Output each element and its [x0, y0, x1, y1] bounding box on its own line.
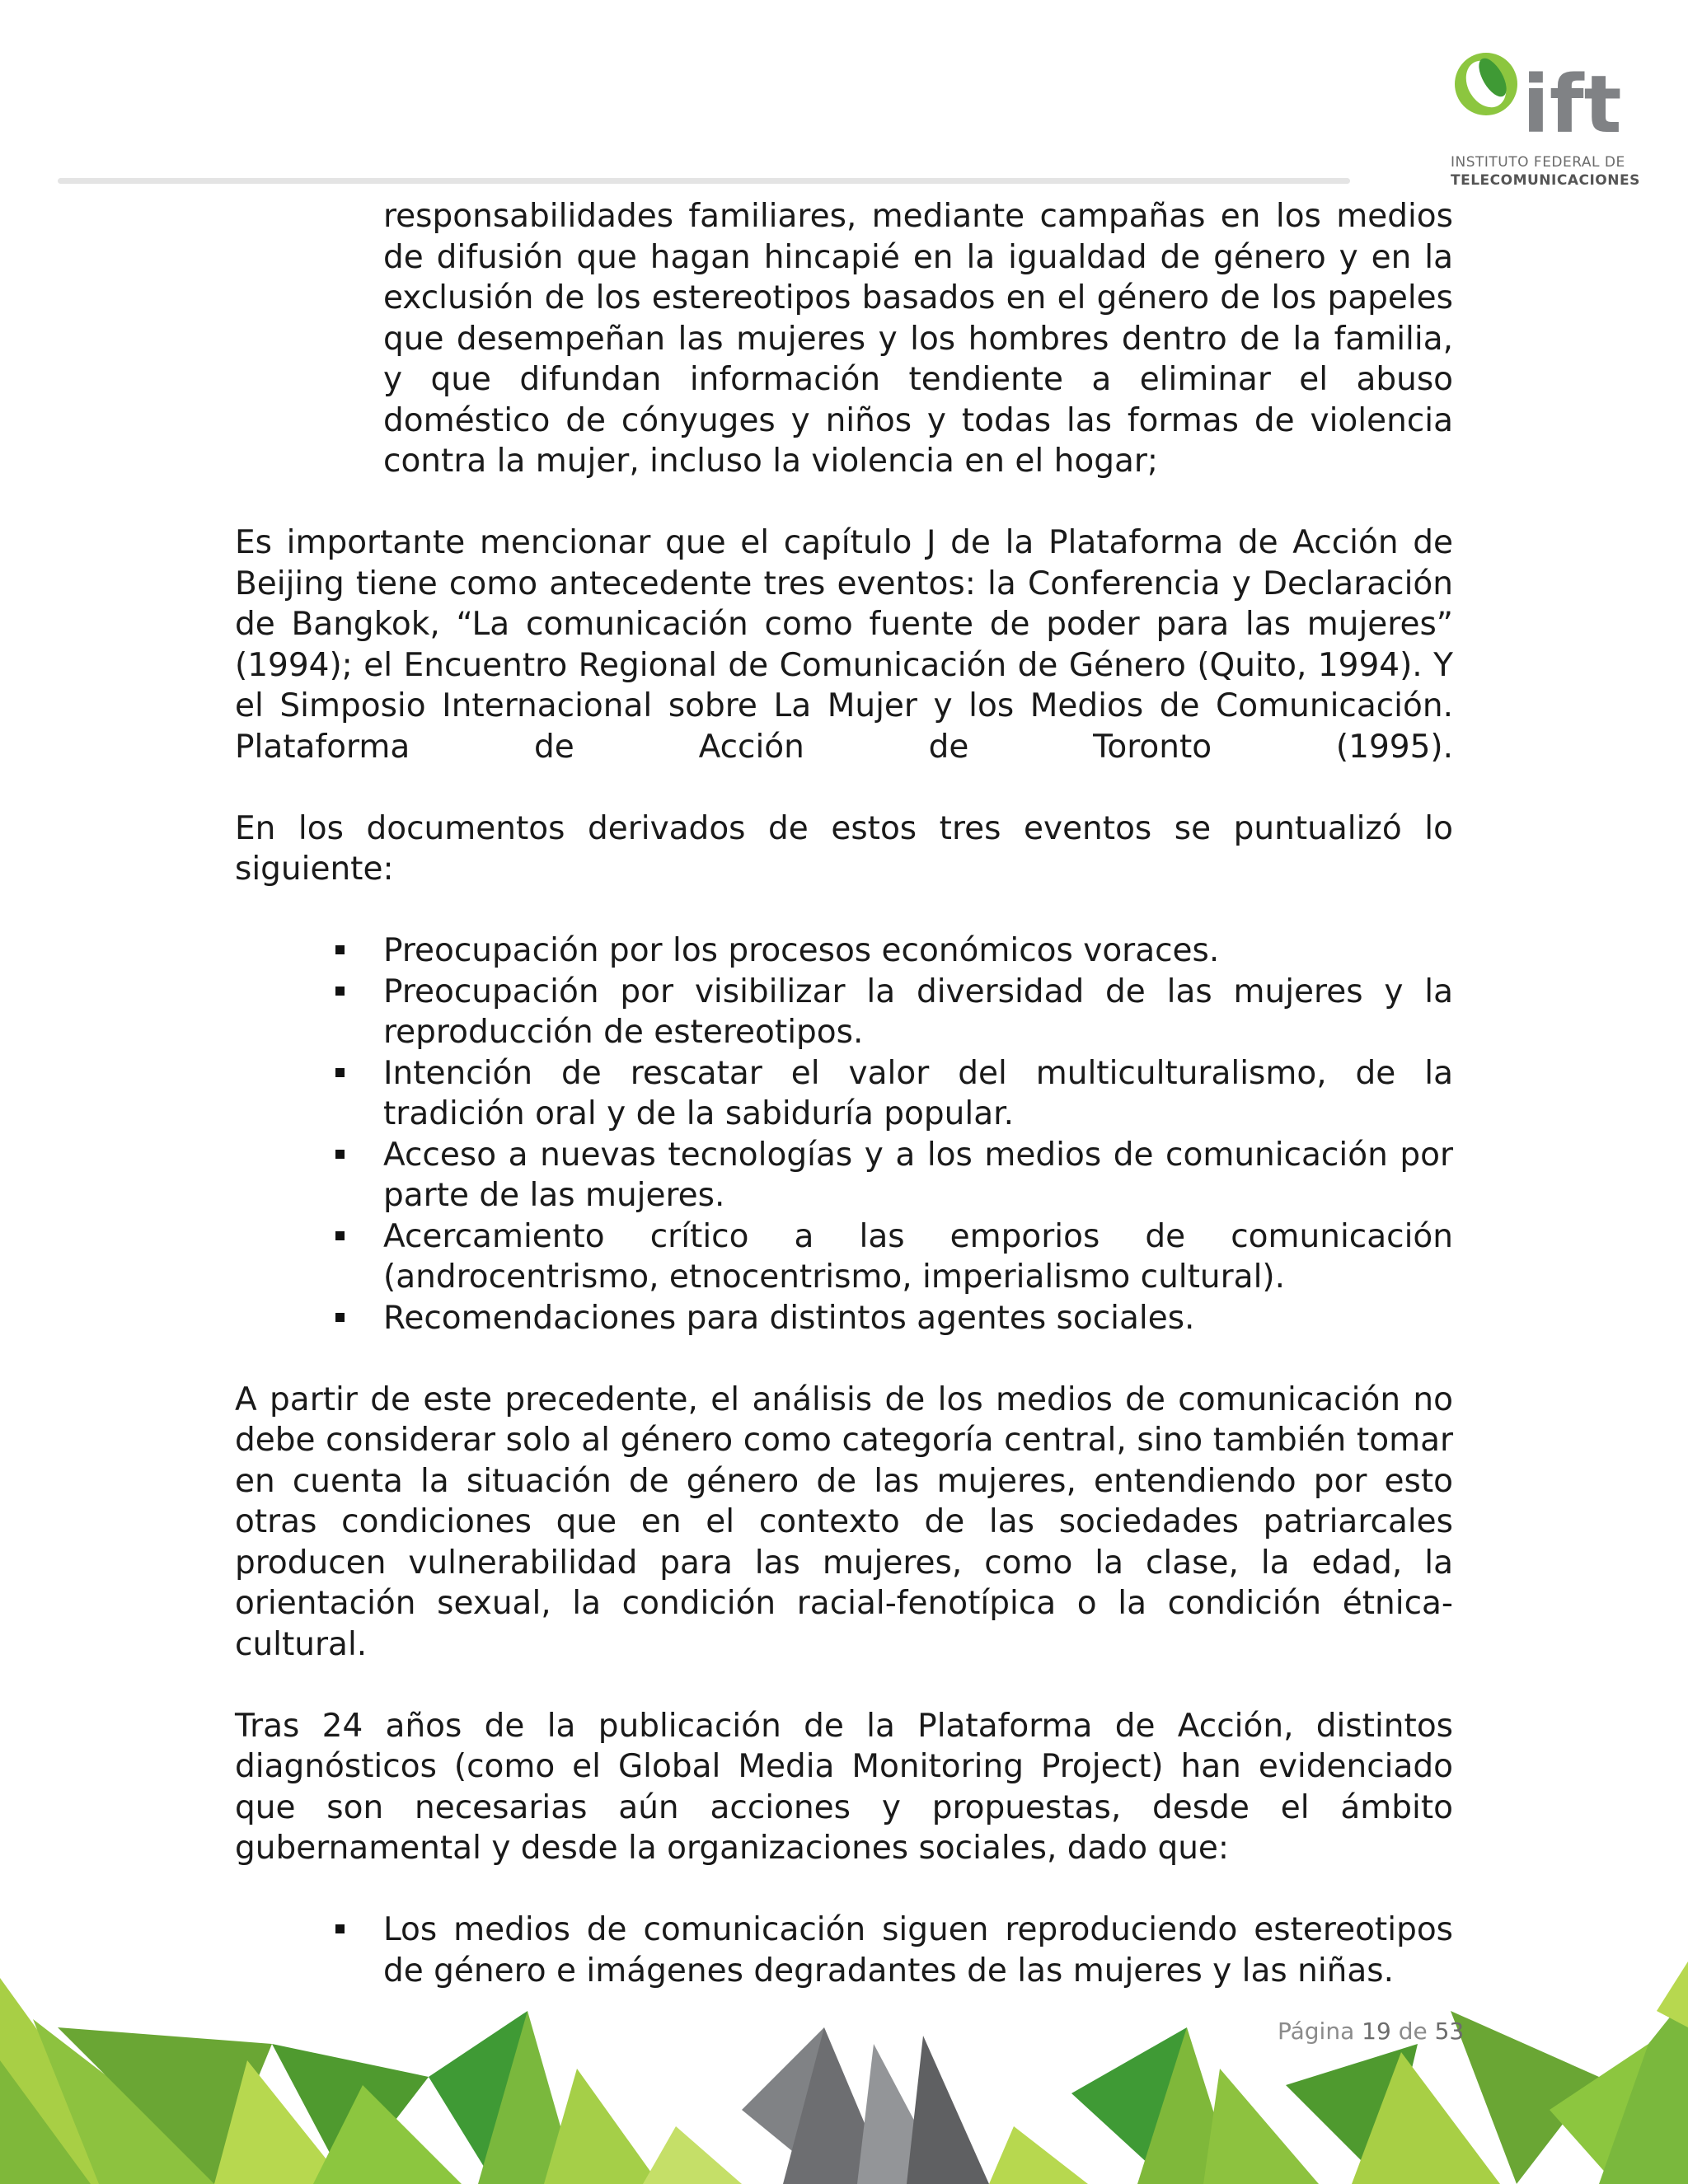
- logo-org-line1: INSTITUTO FEDERAL DE: [1451, 154, 1625, 171]
- list-item: Acceso a nuevas tecnologías y a los medios de comunicación por parte de las mujeres.: [383, 1135, 1453, 1216]
- bullet-icon: [335, 1231, 345, 1240]
- footer-decoration: [0, 1961, 1688, 2184]
- list-item: Preocupación por los procesos económicos voraces.: [383, 930, 1453, 972]
- logo-emblem-icon: [1455, 53, 1517, 115]
- page-of: de: [1398, 2018, 1428, 2045]
- paragraph-analysis: A partir de este precedente, el análisis de los medios de comunicación no debe considerar solo al género como categoría central, sino también tomar en cuenta la situación de género de las mujeres, entendiendo por esto otras condiciones que en el contexto de las sociedades patriarcales producen vulnerabilidad para las mujeres, como la clase, la edad, la orientación sexual, la condición racial-fenotípica o la condición étnica-cultural.: [235, 1380, 1453, 1663]
- bullet-icon: [335, 1150, 345, 1159]
- list-item: Recomendaciones para distintos agentes sociales.: [383, 1298, 1453, 1339]
- paragraph-documents-intro: En los documentos derivados de estos tres eventos se puntualizó lo siguiente:: [235, 809, 1453, 888]
- header-divider: [58, 178, 1350, 184]
- page-body: [235, 196, 1453, 1991]
- quote-continuation: responsabilidades familiares, mediante campañas en los medios de difusión que hagan hincapié en la igualdad de género y en la exclusión de los estereotipos basados en el género de los papeles que desempeñan las mujeres y los hombres dentro de la familia, y que difundan información tendiente a eliminar el abuso doméstico de cónyuges y niños y todas las formas de violencia contra la mujer, incluso la violencia en el hogar;: [383, 198, 1453, 480]
- page-current: 19: [1362, 2018, 1391, 2045]
- logo-org-line2: TELECOMUNICACIONES: [1451, 172, 1640, 189]
- page-label: Página: [1278, 2018, 1355, 2045]
- page-total: 53: [1434, 2018, 1465, 2045]
- paragraph-diagnostics: Tras 24 años de la publicación de la Plataforma de Acción, distintos diagnósticos (como el Global Media Monitoring Project) han evidenciado que son necesarias aún acciones y propuestas, desde el ámbito gubernamental y desde la organizaciones sociales, dado que:: [235, 1707, 1453, 1867]
- paragraph-chapter-j: Es importante mencionar que el capítulo J de la Plataforma de Acción de Beijing tiene como antecedente tres eventos: la Conferencia y Declaración de Bangkok, “La comunicación como fuente de poder para las mujeres” (1994); el Encuentro Regional de Comunicación de Género (Quito, 1994). Y el Simposio Internacional sobre La Mujer y los Medios de Comunicación. Plataforma de Acción de Toronto (1995).: [235, 524, 1453, 766]
- bullet-icon: [335, 945, 345, 954]
- bullet-list-events: [235, 930, 1453, 1338]
- bullet-icon: [335, 1313, 345, 1322]
- list-item: Acercamiento crítico a las emporios de comunicación (androcentrismo, etnocentrismo, imperialismo cultural).: [383, 1216, 1453, 1298]
- bullet-icon: [335, 1068, 345, 1077]
- list-item: Intención de rescatar el valor del multiculturalismo, de la tradición oral y de la sabiduría popular.: [383, 1053, 1453, 1135]
- list-item: Los medios de comunicación siguen reproduciendo estereotipos de género e imágenes degradantes de las mujeres y las niñas.: [383, 1910, 1453, 1991]
- bullet-icon: [335, 987, 345, 996]
- page-number: [1278, 2018, 1464, 2045]
- logo-org-name: [1451, 153, 1640, 190]
- list-item: Preocupación por visibilizar la diversidad de las mujeres y la reproducción de estereotipos.: [383, 972, 1453, 1053]
- bullet-icon: [335, 1924, 345, 1933]
- logo-word: ift: [1522, 59, 1622, 151]
